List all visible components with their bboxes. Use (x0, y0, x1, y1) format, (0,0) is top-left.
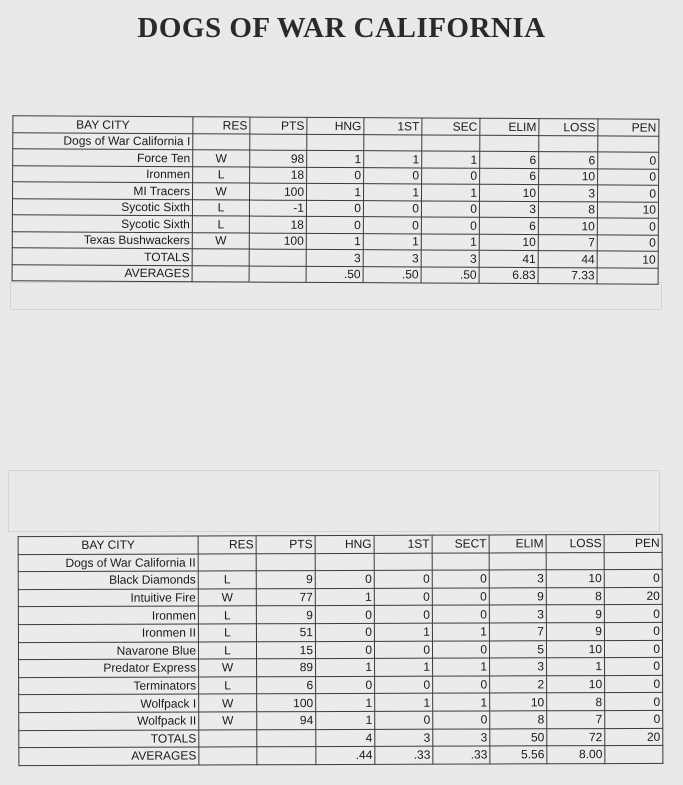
total-hng: 3 (306, 249, 363, 266)
total-loss: 72 (547, 728, 605, 746)
team-row (18, 552, 662, 572)
total-hng: 4 (316, 729, 375, 747)
cell-sec: 1 (432, 623, 489, 641)
cell-first: 0 (374, 641, 432, 659)
header-loss: LOSS (539, 119, 598, 136)
cell-pen: 0 (597, 185, 658, 202)
cell-hng: 1 (316, 694, 375, 712)
cell-elim: 9 (489, 588, 546, 606)
cell-hng: 0 (306, 216, 363, 233)
empty-cell (539, 135, 598, 152)
average-elim: 6.83 (479, 267, 538, 284)
totals-row (19, 728, 663, 748)
cell-res: L (198, 606, 256, 624)
cell-elim: 6 (480, 151, 539, 168)
empty-cell (250, 134, 307, 151)
cell-sec: 1 (421, 233, 479, 250)
cell-hng: 1 (316, 659, 375, 677)
cell-first: 0 (374, 606, 432, 624)
cell-pen: 20 (604, 587, 662, 605)
table-row (19, 658, 663, 678)
cell-pts: 77 (256, 588, 315, 606)
total-elim: 41 (479, 250, 538, 267)
opponent-name: Wolfpack II (19, 712, 199, 730)
table-row (19, 693, 663, 713)
cell-hng: 1 (315, 588, 374, 606)
cell-loss: 10 (547, 675, 605, 693)
averages-label: AVERAGES (19, 747, 199, 765)
opponent-name: Predator Express (19, 659, 199, 677)
cell-pts: 98 (250, 150, 307, 167)
cell-pts: 18 (249, 216, 306, 233)
average-first: .50 (363, 266, 421, 283)
header-bay-city: BAY CITY (13, 116, 193, 133)
cell-hng: 0 (315, 641, 374, 659)
cell-sec: 0 (432, 641, 489, 659)
cell-pts: 100 (250, 183, 307, 200)
average-hng: .50 (306, 266, 363, 283)
cell-hng: 0 (306, 200, 363, 217)
cell-hng: 1 (307, 150, 364, 167)
opponent-name: Sycotic Sixth (12, 198, 192, 215)
bleed-through-grid (10, 282, 662, 310)
empty-cell (422, 134, 480, 151)
total-pen: 10 (597, 251, 658, 268)
header-elim: ELIM (480, 118, 539, 135)
empty-cell (597, 267, 658, 284)
table-row (18, 622, 662, 642)
empty-cell (199, 747, 257, 765)
bleed-through-grid (8, 470, 660, 532)
cell-elim: 10 (479, 234, 538, 251)
cell-elim: 10 (479, 184, 538, 201)
empty-cell (192, 249, 249, 266)
table-row (18, 605, 662, 625)
cell-pts: 100 (249, 233, 306, 250)
cell-sec: 0 (432, 570, 489, 588)
cell-sec: 0 (421, 200, 479, 217)
averages-row (19, 746, 663, 766)
cell-first: 1 (374, 623, 432, 641)
cell-res: W (198, 589, 256, 607)
cell-res: L (193, 166, 250, 183)
standings-table-1 (12, 115, 660, 284)
cell-pen: 0 (598, 168, 659, 185)
total-elim: 50 (490, 728, 547, 746)
team-name: Dogs of War California I (13, 132, 193, 149)
cell-loss: 10 (539, 168, 598, 185)
total-first: 3 (363, 250, 421, 267)
cell-elim: 2 (490, 676, 547, 694)
cell-loss: 7 (538, 234, 597, 251)
cell-pen: 0 (605, 693, 663, 711)
cell-pen: 0 (604, 570, 662, 588)
cell-pen: 10 (597, 201, 658, 218)
cell-pen: 0 (605, 658, 663, 676)
cell-loss: 3 (538, 185, 597, 202)
cell-loss: 7 (547, 711, 605, 729)
cell-loss: 9 (546, 623, 604, 641)
cell-pen: 0 (598, 152, 659, 169)
table-row (19, 710, 663, 730)
cell-first: 0 (363, 217, 421, 234)
cell-loss: 10 (546, 570, 604, 588)
cell-pts: 89 (257, 659, 316, 677)
cell-sec: 1 (421, 184, 479, 201)
cell-pts: 18 (250, 167, 307, 184)
header-row (18, 534, 662, 554)
opponent-name: Texas Bushwackers (12, 231, 192, 248)
empty-cell (489, 552, 546, 570)
opponent-name: Ironmen (18, 606, 198, 624)
empty-cell (604, 552, 662, 570)
cell-elim: 3 (479, 201, 538, 218)
header-pts: PTS (250, 117, 307, 134)
cell-elim: 10 (490, 693, 547, 711)
header-res: RES (198, 536, 256, 554)
cell-pts: 9 (256, 606, 315, 624)
total-sec: 3 (421, 250, 479, 267)
cell-loss: 8 (538, 201, 597, 218)
header-pts: PTS (256, 536, 315, 554)
empty-cell (432, 553, 489, 571)
empty-cell (257, 747, 316, 765)
cell-res: W (199, 694, 257, 712)
cell-res: L (192, 199, 249, 216)
cell-hng: 1 (307, 183, 364, 200)
cell-pts: 9 (256, 571, 315, 589)
total-pen: 20 (605, 728, 663, 746)
cell-elim: 8 (490, 711, 547, 729)
empty-cell (198, 553, 256, 571)
average-sec: .33 (433, 746, 490, 764)
team-name: Dogs of War California II (18, 554, 198, 572)
totals-label: TOTALS (19, 730, 199, 748)
cell-res: L (192, 216, 249, 233)
empty-cell (193, 133, 250, 150)
totals-label: TOTALS (12, 248, 192, 265)
opponent-name: Ironmen II (18, 624, 198, 642)
cell-res: W (193, 150, 250, 167)
header-bay-city: BAY CITY (18, 536, 198, 554)
cell-hng: 0 (307, 167, 364, 184)
cell-res: W (199, 659, 257, 677)
header-hng: HNG (315, 535, 374, 553)
cell-elim: 5 (489, 640, 546, 658)
cell-hng: 1 (316, 711, 375, 729)
empty-cell (374, 553, 432, 571)
cell-first: 0 (364, 167, 422, 184)
cell-hng: 0 (315, 571, 374, 589)
cell-first: 1 (364, 151, 422, 168)
empty-cell (199, 729, 257, 747)
opponent-name: Navarone Blue (18, 642, 198, 660)
cell-first: 0 (375, 711, 433, 729)
cell-first: 0 (363, 200, 421, 217)
cell-sec: 1 (433, 658, 490, 676)
cell-sec: 0 (432, 588, 489, 606)
cell-pts: 100 (257, 694, 316, 712)
opponent-name: Wolfpack I (19, 694, 199, 712)
cell-first: 0 (374, 588, 432, 606)
cell-pts: -1 (249, 200, 306, 217)
page-title: DOGS OF WAR CALIFORNIA (137, 12, 546, 44)
opponent-name: Ironmen (13, 165, 193, 182)
opponent-name: Force Ten (13, 149, 193, 166)
empty-cell (364, 134, 422, 151)
cell-sec: 1 (422, 151, 480, 168)
header-pen: PEN (604, 534, 662, 552)
header-1st: 1ST (374, 535, 432, 553)
cell-pen: 0 (604, 622, 662, 640)
cell-res: L (198, 624, 256, 642)
cell-elim: 6 (480, 168, 539, 185)
cell-pts: 94 (257, 712, 316, 730)
cell-first: 1 (363, 233, 421, 250)
average-loss: 8.00 (547, 746, 605, 764)
cell-elim: 3 (490, 658, 547, 676)
cell-loss: 8 (547, 693, 605, 711)
header-elim: ELIM (489, 535, 546, 553)
cell-res: W (193, 183, 250, 200)
cell-res: L (198, 641, 256, 659)
header-1st: 1ST (364, 118, 422, 135)
opponent-name: Black Diamonds (18, 571, 198, 589)
header-sec: SECT (432, 535, 489, 553)
standings-table-2 (18, 534, 664, 766)
header-pen: PEN (598, 119, 659, 136)
cell-res: W (192, 232, 249, 249)
empty-cell (192, 265, 249, 282)
cell-loss: 1 (547, 658, 605, 676)
empty-cell (307, 134, 364, 151)
cell-hng: 0 (315, 606, 374, 624)
average-first: .33 (375, 746, 433, 764)
cell-sec: 1 (433, 693, 490, 711)
header-loss: LOSS (546, 535, 604, 553)
cell-pts: 51 (256, 624, 315, 642)
empty-cell (249, 249, 306, 266)
cell-hng: 1 (306, 233, 363, 250)
opponent-name: Terminators (19, 677, 199, 695)
table-row (18, 570, 662, 590)
empty-cell (546, 552, 604, 570)
cell-pen: 0 (604, 605, 662, 623)
cell-elim: 3 (489, 570, 546, 588)
cell-sec: 0 (433, 711, 490, 729)
cell-pen: 0 (604, 640, 662, 658)
cell-loss: 9 (546, 605, 604, 623)
cell-first: 1 (375, 658, 433, 676)
empty-cell (256, 553, 315, 571)
opponent-name: Sycotic Sixth (12, 215, 192, 232)
cell-elim: 7 (489, 623, 546, 641)
cell-pen: 0 (597, 218, 658, 235)
cell-first: 0 (375, 676, 433, 694)
cell-pen: 0 (605, 710, 663, 728)
averages-row (12, 264, 658, 284)
empty-cell (315, 553, 374, 571)
header-res: RES (193, 117, 250, 134)
cell-loss: 6 (539, 152, 598, 169)
total-loss: 44 (538, 251, 597, 268)
cell-loss: 8 (546, 587, 604, 605)
cell-loss: 10 (546, 640, 604, 658)
cell-sec: 0 (432, 605, 489, 623)
cell-res: L (198, 571, 256, 589)
average-elim: 5.56 (490, 746, 547, 764)
table-row (19, 675, 663, 695)
opponent-name: MI Tracers (13, 182, 193, 199)
cell-pen: 0 (597, 234, 658, 251)
empty-cell (249, 266, 306, 283)
cell-res: W (199, 712, 257, 730)
opponent-name: Intuitive Fire (18, 589, 198, 607)
average-hng: .44 (316, 747, 375, 765)
cell-hng: 0 (315, 623, 374, 641)
total-first: 3 (375, 729, 433, 747)
average-sec: .50 (421, 266, 479, 283)
total-sec: 3 (433, 729, 490, 747)
cell-hng: 0 (316, 676, 375, 694)
cell-loss: 10 (538, 218, 597, 235)
cell-pts: 15 (256, 641, 315, 659)
cell-first: 0 (374, 570, 432, 588)
header-hng: HNG (307, 117, 364, 134)
header-sec: SEC (422, 118, 480, 135)
cell-pts: 6 (257, 676, 316, 694)
cell-sec: 0 (422, 167, 480, 184)
cell-pen: 0 (605, 675, 663, 693)
average-loss: 7.33 (538, 267, 597, 284)
empty-cell (257, 729, 316, 747)
empty-cell (605, 746, 663, 764)
table-row (18, 587, 662, 607)
cell-sec: 0 (421, 217, 479, 234)
cell-elim: 6 (479, 217, 538, 234)
empty-cell (598, 135, 659, 152)
empty-cell (480, 135, 539, 152)
table-row (18, 640, 662, 660)
cell-sec: 0 (433, 676, 490, 694)
cell-res: L (199, 677, 257, 695)
cell-elim: 3 (489, 605, 546, 623)
averages-label: AVERAGES (12, 264, 192, 281)
cell-first: 1 (375, 694, 433, 712)
cell-first: 1 (363, 184, 421, 201)
